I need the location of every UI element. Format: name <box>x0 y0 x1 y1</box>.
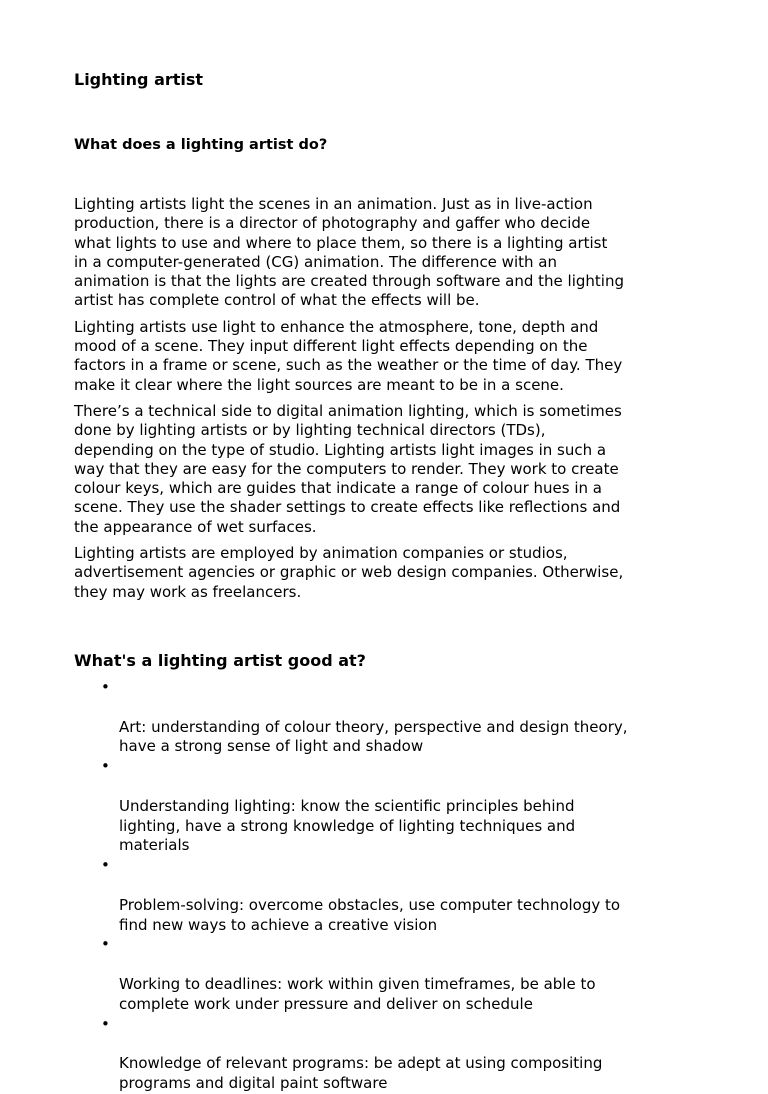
skill-text: Problem-solving: overcome obstacles, use computer technology to find new ways to achieve a creative vision <box>119 895 621 934</box>
bullet-icon: • <box>101 1014 110 1033</box>
bullet-icon: • <box>101 678 110 696</box>
section-heading-good-at: What's a lighting artist good at? <box>74 651 366 670</box>
list-item <box>74 935 714 1014</box>
paragraph-4: Lighting artists are employed by animation companies or studios, advertisement agencies or graphic or web design companies. Otherwise, they may work as freelancers. <box>74 544 624 601</box>
bullet-icon: • <box>101 757 110 776</box>
document-title: Lighting artist <box>74 70 204 89</box>
bullet-icon: • <box>101 935 110 954</box>
skills-list <box>74 678 714 1094</box>
paragraph-1: Lighting artists light the scenes in an animation. Just as in live-action production, there is a director of photography and gaffer who decide what lights to use and where to place them, so there is a lighting artist in a computer-generated (CG) animation. The difference with an animation is that the lights are created through software and the lighting artist has complete control of what the effects will be. <box>74 195 624 310</box>
skill-text: Knowledge of relevant programs: be adept at using compositing programs and digital paint software <box>119 1054 603 1092</box>
list-item <box>74 757 714 856</box>
paragraph-3: There’s a technical side to digital animation lighting, which is sometimes done by lighting artists or by lighting technical directors (TDs), depending on the type of studio. Lighting artists light images in such a way that they are easy for the computers to render. They work to create colour keys, which are guides that indicate a range of colour hues in a scene. They use the shader settings to create effects like reflections and the appearance of wet surfaces. <box>74 401 622 536</box>
skill-text: Art: understanding of colour theory, perspective and design theory, have a strong sense of light and shadow <box>119 717 628 756</box>
bullet-icon: • <box>101 856 110 875</box>
list-item <box>74 678 714 757</box>
skill-text: Working to deadlines: work within given timeframes, be able to complete work under pressure and deliver on schedule <box>119 974 596 1013</box>
skill-text: Understanding lighting: know the scientific principles behind lighting, have a strong knowledge of lighting techniques and materials <box>119 796 576 855</box>
body-text <box>74 195 714 609</box>
list-item <box>74 1015 714 1094</box>
paragraph-2: Lighting artists use light to enhance the atmosphere, tone, depth and mood of a scene. They input different light effects depending on the factors in a frame or scene, such as the weather or the time of day. They make it clear where the light sources are meant to be in a scene. <box>74 317 623 394</box>
section-heading-what-does: What does a lighting artist do? <box>74 137 328 153</box>
list-item <box>74 856 714 935</box>
